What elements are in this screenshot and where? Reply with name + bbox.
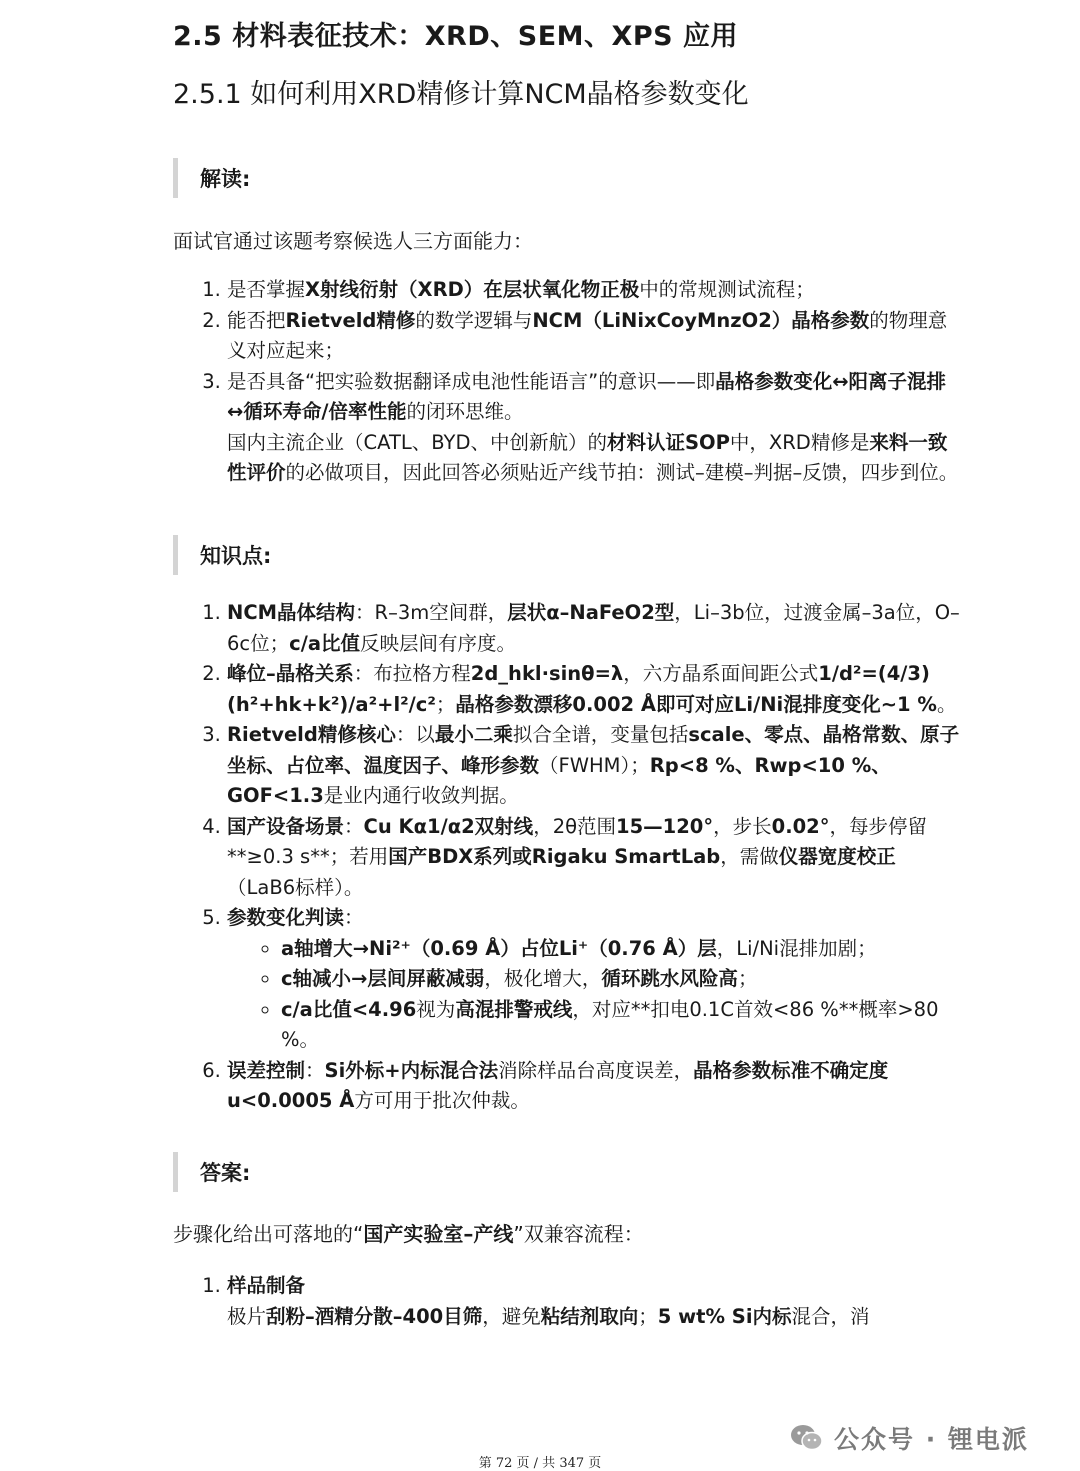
callout-interpretation <box>173 158 250 198</box>
watermark-text: 公众号 · 锂电派 <box>834 1425 1029 1454</box>
wechat-icon <box>790 1423 824 1453</box>
watermark <box>790 1420 1029 1456</box>
callout-answer <box>173 1152 250 1192</box>
list-item: 1. 是否掌握X射线衍射（XRD）在层状氧化物正极中的常规测试流程； <box>227 275 962 306</box>
list-item: 2. 峰位–晶格关系：布拉格方程2d_hkl·sinθ=λ，六方晶系面间距公式1/d²=(4/3)(h²+hk+k²)/a²+l²/c²；晶格参数漂移0.002 Å即可对应Li/Ni混排度变化~1 %。 <box>227 659 962 720</box>
sub-list-item: ◦ c/a比值<4.96视为高混排警戒线，对应**扣电0.1C首效<86 %**概率>80 %。 <box>281 995 962 1056</box>
list-item: 6. 误差控制：Si外标+内标混合法消除样品台高度误差，晶格参数标准不确定度u<0.0005 Å方可用于批次仲裁。 <box>227 1056 962 1117</box>
page-number: 第 72 页 / 共 347 页 <box>478 1456 602 1471</box>
list-item: 3. 是否具备“把实验数据翻译成电池性能语言”的意识——即晶格参数变化↔阳离子混排↔循环寿命/倍率性能的闭环思维。 国内主流企业（CATL、BYD、中创新航）的材料认证SOP中，XRD精修是来料一致性评价的必做项目，因此回答必须贴近产线节拍：测试–建模–判据–反馈，四步到位。 <box>227 367 962 489</box>
list-item: 1. 样品制备 极片刮粉–酒精分散–400目筛，避免粘结剂取向；5 wt% Si内标混合，消 <box>227 1271 962 1332</box>
interpretation-list <box>200 275 962 489</box>
knowledge-list <box>200 598 962 1117</box>
list-item: 3. Rietveld精修核心：以最小二乘拟合全谱，变量包括scale、零点、晶格常数、原子坐标、占位率、温度因子、峰形参数（FWHM）；Rp<8 %、Rwp<10 %、GOF<1.3是业内通行收敛判据。 <box>227 720 962 812</box>
answer-intro: 步骤化给出可落地的“国产实验室–产线”双兼容流程： <box>173 1222 644 1246</box>
answer-list <box>200 1271 962 1332</box>
section-heading: 2.5 材料表征技术：XRD、SEM、XPS 应用 <box>173 21 738 52</box>
industry-note: 国内主流企业（CATL、BYD、中创新航）的材料认证SOP中，XRD精修是来料一致性评价的必做项目，因此回答必须贴近产线节拍：测试–建模–判据–反馈，四步到位。 <box>227 430 959 484</box>
intro-paragraph: 面试官通过该题考察候选人三方面能力： <box>173 229 533 253</box>
subsection-heading: 2.5.1 如何利用XRD精修计算NCM晶格参数变化 <box>173 79 749 110</box>
list-item: 1. NCM晶体结构：R–3m空间群，层状α–NaFeO2型，Li–3b位，过渡金属–3a位，O–6c位；c/a比值反映层间有序度。 <box>227 598 962 659</box>
list-item: 2. 能否把Rietveld精修的数学逻辑与NCM（LiNixCoyMnzO2）晶格参数的物理意义对应起来； <box>227 306 962 367</box>
callout-title: 答案: <box>200 1161 251 1185</box>
sub-list-item: ◦ a轴增大→Ni²⁺（0.69 Å）占位Li⁺（0.76 Å）层，Li/Ni混排加剧； <box>281 934 962 965</box>
list-item: 4. 国产设备场景：Cu Kα1/α2双射线，2θ范围15—120°，步长0.02°，每步停留**≥0.3 s**；若用国产BDX系列或Rigaku SmartLab，需做仪器宽度校正（LaB6标样）。 <box>227 812 962 904</box>
sub-list <box>227 934 962 1056</box>
callout-title: 解读: <box>200 167 251 191</box>
callout-title: 知识点: <box>200 544 272 568</box>
sub-list-item: ◦ c轴减小→层间屏蔽减弱，极化增大，循环跳水风险高； <box>281 964 962 995</box>
list-item: 5. 参数变化判读： ◦ a轴增大→Ni²⁺（0.69 Å）占位Li⁺（0.76 Å）层，Li/Ni混排加剧； ◦ c轴减小→层间屏蔽减弱，极化增大，循环跳水风险高； ◦ c/a比值<4.96视为高混排警戒线，对应**扣电0.1C首效<86 %**概率>80 %。 <box>227 903 962 1056</box>
callout-knowledge <box>173 535 271 575</box>
